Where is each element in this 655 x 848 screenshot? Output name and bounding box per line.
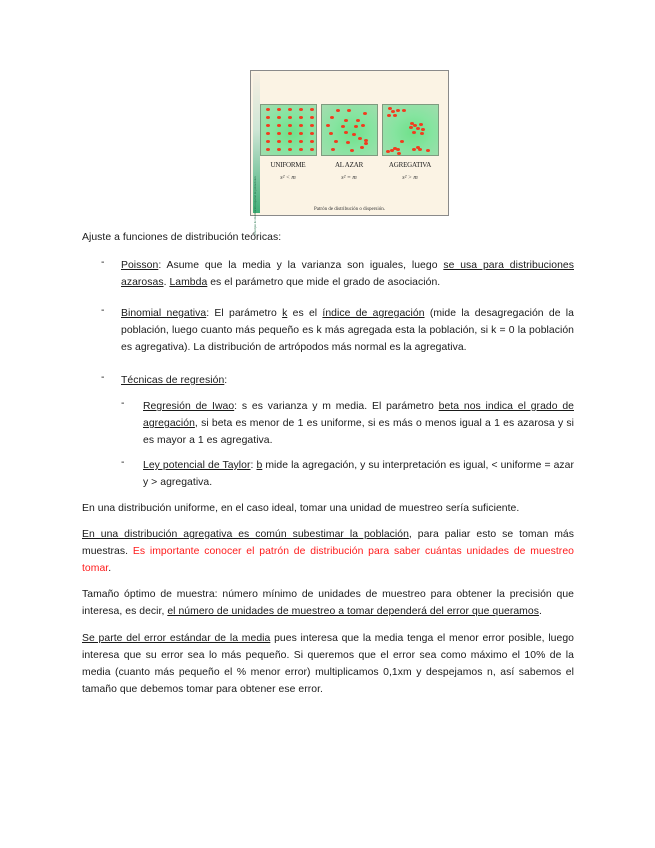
beta-underlined: beta nos indica el grado de agregación [143,401,574,429]
figure-side-text: Principio de distribución espacial de poblaciones [253,176,257,235]
standard-error-text: pues interesa que la media tenga el menor error posible, luego interesa que su error sea lo más pequeño. Si queremos que el error sea como máximo el 10% de la media (cuanto más pequeño el % menor error) multiplicamos 0,1xm y despejamos n, así sabemos el tamaño que debemos tomar para obtener ese error. [82,633,574,695]
aggregative-text: . [108,563,112,574]
taylor-text: mide la agregación, y su interpretación es igual, < uniforme = azar y > agregativa. [143,460,575,488]
binomial-term: Binomial negativa [121,308,207,319]
individual-dot [266,116,270,119]
individual-dot [396,148,400,151]
individual-dot [277,148,281,151]
individual-dot [391,110,395,113]
individual-dot [288,116,292,119]
poisson-text: es el parámetro que mide el grado de asociación. [207,277,441,288]
binomial-item [121,305,574,356]
section-heading: Ajuste a funciones de distribución teóricas: [82,232,282,243]
individual-dot [397,152,401,155]
aggregative-formula: s² > m [402,175,418,181]
individual-dot [266,108,270,111]
regression-suffix: : [224,375,228,386]
individual-dot [277,108,281,111]
aggregative-red-highlight: Es importante conocer el patrón de distribución para saber cuántas unidades de muestreo tomar [82,546,574,574]
regression-term: Técnicas de regresión [121,375,225,386]
individual-dot [419,123,423,126]
random-formula: s² = m [341,175,357,181]
individual-dot [426,149,430,152]
individual-dot [277,132,281,135]
bullet-dash: - [121,457,125,468]
figure-side-band [253,73,260,235]
individual-dot [310,148,314,151]
aggregation-index-term: índice de agregación [322,308,425,319]
individual-dot [393,114,397,117]
uniform-paragraph: En una distribución uniforme, en el caso ideal, tomar una unidad de muestreo sería suficiente. [82,503,520,514]
individual-dot [266,132,270,135]
individual-dot [330,116,334,119]
individual-dot [416,127,420,130]
sample-size-text: . [538,606,542,617]
individual-dot [350,149,354,152]
individual-dot [421,128,425,131]
taylor-text: : [250,460,257,471]
individual-dot [277,116,281,119]
sample-size-text: Tamaño óptimo de muestra: número mínimo de unidades de muestreo para obtener la precisión que interesa, es decir, [82,589,574,617]
individual-dot [363,112,367,115]
individual-dot [387,114,391,117]
individual-dot [396,109,400,112]
lambda-term: Lambda [169,277,208,288]
individual-dot [266,148,270,151]
individual-dot [326,124,330,127]
standard-error-underlined: Se parte del error estándar de la media [82,633,271,644]
k-term: k [282,308,288,319]
sample-size-paragraph [82,586,574,620]
individual-dot [412,131,416,134]
individual-dot [402,109,406,112]
uniform-label: UNIFORME [270,161,306,169]
taylor-item [143,457,574,491]
individual-dot [266,124,270,127]
individual-dot [299,108,303,111]
individual-dot [310,116,314,119]
individual-dot [354,125,358,128]
individual-dot [288,132,292,135]
iwao-item [143,398,574,449]
individual-dot [420,132,424,135]
individual-dot [336,109,340,112]
poisson-item [121,257,574,291]
bullet-dash: - [101,372,105,383]
binomial-text: (mide la desagregación de la población, luego cuanto más pequeño es k más agregada esta la población, si k = 0 la población es agregativa). La distribución de artrópodos más normal es la agregativa. [121,308,574,353]
iwao-text: , si beta es menor de 1 es uniforme, si es más o menos igual a 1 es azarosa y si es mayor a 1 es agregativa. [143,418,574,446]
individual-dot [409,126,413,129]
individual-dot [364,142,368,145]
individual-dot [299,116,303,119]
individual-dot [329,132,333,135]
individual-dot [361,124,365,127]
figure-caption: Patrón de distribución o dispersión. [314,207,385,212]
regression-item [121,372,574,389]
binomial-text: : El parámetro [206,308,283,319]
bullet-dash: - [101,305,105,316]
uniform-formula: s² < m [280,175,296,181]
individual-dot [418,148,422,151]
individual-dot [288,140,292,143]
individual-dot [310,132,314,135]
individual-dot [310,108,314,111]
individual-dot [310,124,314,127]
individual-dot [277,124,281,127]
random-label: AL AZAR [334,161,364,169]
individual-dot [341,125,345,128]
b-term: b [256,460,263,471]
iwao-text: : s es varianza y m media. El parámetro [234,401,439,412]
sample-size-underlined: el número de unidades de muestreo a tomar dependerá del error que queramos [167,606,539,617]
individual-dot [347,109,351,112]
individual-dot [288,108,292,111]
poisson-underlined-1: se usa para distribuciones azarosas [121,260,574,288]
individual-dot [358,137,362,140]
aggregative-paragraph [82,526,574,577]
aggregative-panel [382,104,439,156]
poisson-text: . [163,277,170,288]
bullet-dash: - [121,398,125,409]
individual-dot [356,119,360,122]
aggregative-text: , para paliar esto se toman más muestras. [82,529,575,557]
individual-dot [344,131,348,134]
individual-dot [360,146,364,149]
individual-dot [344,119,348,122]
individual-dot [400,140,404,143]
poisson-term: Poisson [121,260,159,271]
individual-dot [288,124,292,127]
aggregative-underlined: En una distribución agregativa es común subestimar la población [82,529,409,540]
individual-dot [299,124,303,127]
individual-dot [266,140,270,143]
uniform-panel [260,104,317,156]
aggregative-label: AGREGATIVA [388,161,432,169]
individual-dot [412,148,416,151]
individual-dot [352,133,356,136]
iwao-term: Regresión de Iwao [143,401,235,412]
distribution-pattern-figure [250,70,449,235]
random-panel [321,104,378,156]
individual-dot [299,132,303,135]
individual-dot [299,148,303,151]
poisson-text: : Asume que la media y la varianza son iguales, luego [158,260,444,271]
individual-dot [288,148,292,151]
individual-dot [277,140,281,143]
individual-dot [310,140,314,143]
individual-dot [334,140,338,143]
bullet-dash: - [101,257,105,268]
binomial-text: es el [287,308,323,319]
standard-error-paragraph [82,630,574,698]
individual-dot [346,141,350,144]
taylor-term: Ley potencial de Taylor [143,460,251,471]
individual-dot [299,140,303,143]
individual-dot [331,148,335,151]
